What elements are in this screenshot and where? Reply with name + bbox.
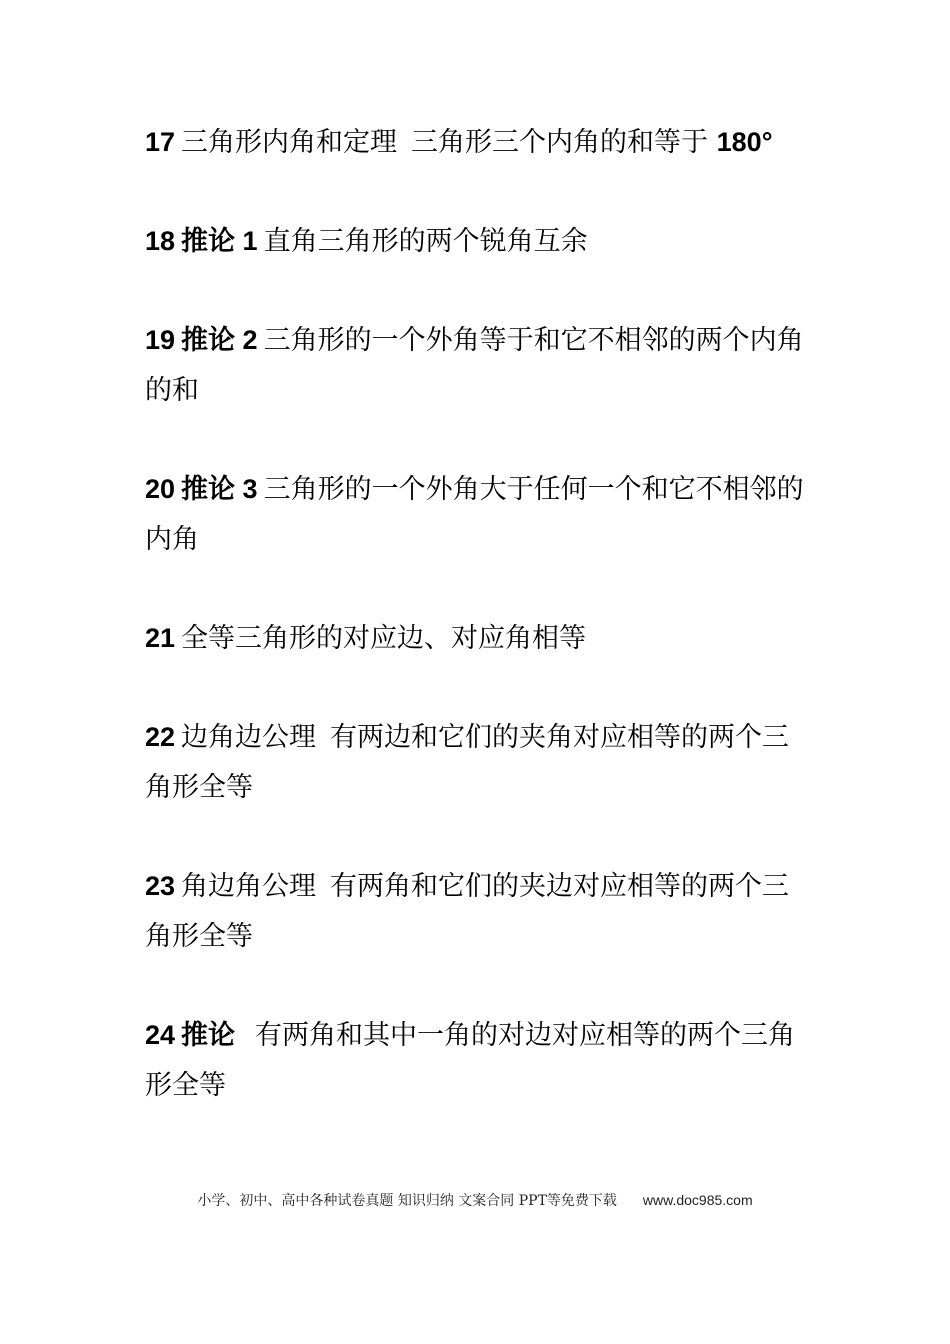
footer-text: 小学、初中、高中各种试卷真题 知识归纳 文案合同 PPT等免费下载 bbox=[197, 1193, 617, 1209]
theorem-item-20 bbox=[145, 464, 813, 565]
item-number: 23 bbox=[145, 871, 176, 901]
item-tail: 180° bbox=[716, 127, 773, 157]
document-body bbox=[145, 117, 813, 1159]
item-body: 全等三角形的对应边、对应角相等 bbox=[181, 623, 587, 654]
item-number: 21 bbox=[145, 623, 176, 653]
item-number: 24 bbox=[145, 1020, 176, 1050]
item-number: 18 bbox=[145, 226, 176, 256]
item-title: 角边角公理 bbox=[181, 871, 317, 902]
theorem-item-17 bbox=[145, 117, 813, 168]
theorem-item-18 bbox=[145, 216, 813, 267]
item-corollary-label: 推论 1 bbox=[181, 226, 258, 256]
theorem-item-23 bbox=[145, 861, 813, 962]
item-body: 三角形的一个外角等于和它不相邻的两个内角的和 bbox=[145, 325, 804, 406]
item-number: 19 bbox=[145, 325, 176, 355]
item-body: 直角三角形的两个锐角互余 bbox=[263, 226, 588, 257]
item-body: 有两角和其中一角的对边对应相等的两个三角形全等 bbox=[145, 1020, 796, 1101]
item-body: 有两边和它们的夹角对应相等的两个三角形全等 bbox=[145, 722, 790, 803]
item-title: 边角边公理 bbox=[181, 722, 317, 753]
theorem-item-22 bbox=[145, 712, 813, 813]
item-corollary-label: 推论 3 bbox=[181, 474, 258, 504]
theorem-item-21 bbox=[145, 613, 813, 664]
item-number: 17 bbox=[145, 127, 176, 157]
footer-site-link[interactable]: www.doc985.com bbox=[642, 1192, 753, 1208]
item-corollary-label: 推论 2 bbox=[181, 325, 258, 355]
item-title: 三角形内角和定理 bbox=[181, 127, 398, 158]
item-number: 20 bbox=[145, 474, 176, 504]
item-corollary-label: 推论 bbox=[181, 1020, 236, 1050]
item-body: 三角形的一个外角大于任何一个和它不相邻的内角 bbox=[145, 474, 804, 555]
theorem-item-19 bbox=[145, 315, 813, 416]
item-body: 有两角和它们的夹边对应相等的两个三角形全等 bbox=[145, 871, 790, 952]
item-number: 22 bbox=[145, 722, 176, 752]
theorem-item-24 bbox=[145, 1010, 813, 1111]
item-body: 三角形三个内角的和等于 bbox=[411, 127, 709, 158]
page-footer bbox=[0, 1190, 950, 1210]
